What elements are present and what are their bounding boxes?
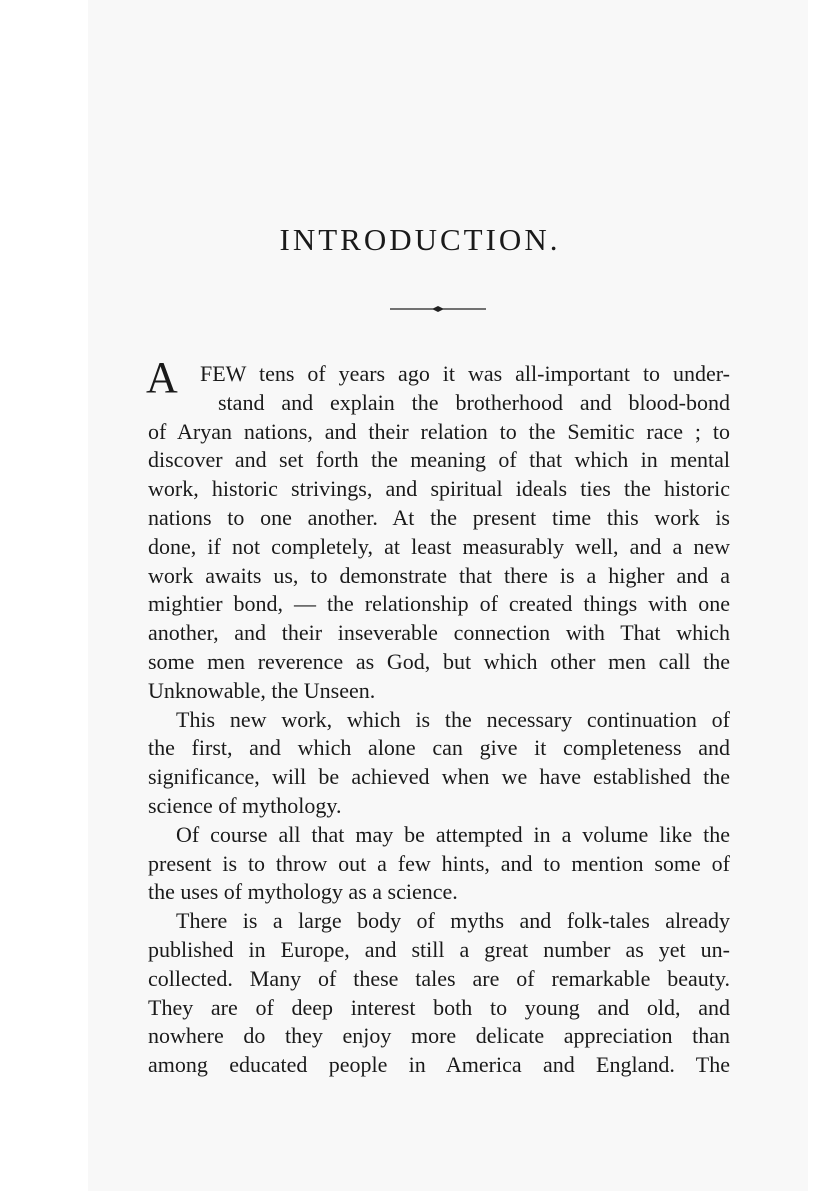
text-line: They are of deep interest both to young and old, and — [148, 994, 730, 1020]
text-line: present is to throw out a few hints, and to mention some of — [148, 850, 730, 876]
paragraph — [148, 360, 730, 706]
text-line: nowhere do they enjoy more delicate appreciation than — [148, 1023, 730, 1049]
paragraph — [148, 821, 730, 907]
text-line: the uses of mythology as a science. — [148, 879, 458, 905]
text-line: collected. Many of these tales are of remarkable beauty. — [148, 965, 730, 991]
drop-cap: A — [146, 353, 178, 402]
text-line: This new work, which is the necessary continuation of — [176, 706, 730, 732]
text-line: published in Europe, and still a great number as yet un- — [148, 936, 730, 962]
text-line: among educated people in America and England. The — [148, 1052, 730, 1078]
body-text — [146, 353, 730, 1080]
paragraph — [148, 907, 730, 1080]
text-line: significance, will be achieved when we have established the — [148, 764, 730, 790]
text-line: There is a large body of myths and folk-tales already — [176, 908, 730, 934]
chapter-title: INTRODUCTION. — [279, 222, 561, 257]
text-line: FEW tens of years ago it was all-important to under- — [200, 361, 730, 386]
text-line: another, and their inseverable connection with That which — [148, 620, 730, 646]
text-line: work, historic strivings, and spiritual ideals ties the historic — [148, 476, 730, 502]
text-line: stand and explain the brotherhood and blood-bond — [218, 389, 730, 415]
ornament-divider-icon — [390, 305, 486, 313]
text-line: of Aryan nations, and their relation to the Semitic race ; to — [148, 418, 730, 444]
text-line: discover and set forth the meaning of that which in mental — [148, 447, 730, 473]
text-line: some men reverence as God, but which other men call the — [148, 648, 730, 674]
text-line: work awaits us, to demonstrate that there is a higher and a — [148, 562, 730, 588]
text-line: mightier bond, — the relationship of created things with one — [148, 591, 730, 617]
text-line: the first, and which alone can give it completeness and — [148, 735, 730, 761]
text-line: Unknowable, the Unseen. — [148, 677, 376, 703]
text-line: nations to one another. At the present time this work is — [148, 504, 730, 530]
text-line: science of mythology. — [148, 792, 342, 818]
text-line: done, if not completely, at least measurably well, and a new — [148, 533, 730, 559]
text-line: Of course all that may be attempted in a volume like the — [176, 821, 730, 847]
paragraph — [148, 706, 730, 821]
